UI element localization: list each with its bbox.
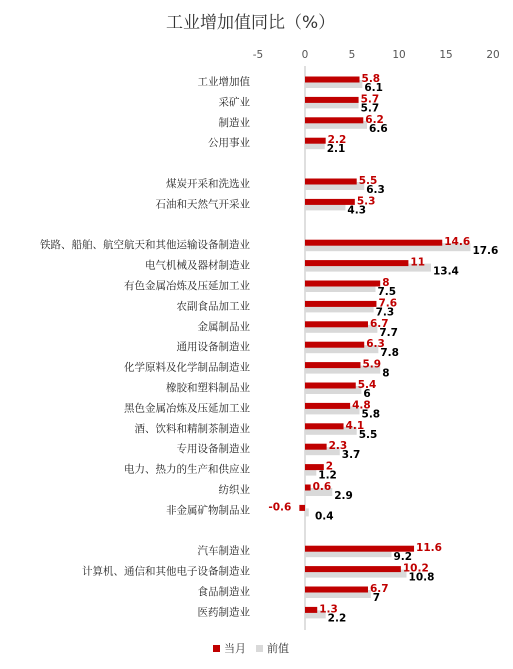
value-label-previous-6: 17.6 xyxy=(472,245,499,258)
bar-current-0 xyxy=(305,77,360,83)
value-label-previous-2: 6.6 xyxy=(369,122,388,135)
value-label-previous-0: 6.1 xyxy=(364,82,383,94)
category-label-9: 农副食品加工业 xyxy=(176,300,250,313)
bar-current-10 xyxy=(305,321,368,327)
value-label-current-13: 5.4 xyxy=(357,379,377,391)
value-label-current-10: 6.7 xyxy=(369,317,389,330)
value-label-current-1: 5.7 xyxy=(360,93,380,106)
value-label-previous-23: 2.2 xyxy=(327,612,347,625)
value-label-current-7: 11 xyxy=(410,256,426,269)
value-label-previous-9: 7.3 xyxy=(375,306,395,319)
value-label-previous-1: 5.7 xyxy=(360,102,380,115)
value-label-current-5: 5.3 xyxy=(356,195,376,208)
value-label-current-20: 11.6 xyxy=(416,542,442,555)
category-label-19: 非金属矿物制品业 xyxy=(166,504,250,517)
bar-current-14 xyxy=(305,403,350,409)
value-label-previous-17: 1.2 xyxy=(318,469,337,482)
category-label-8: 有色金属冶炼及压延加工业 xyxy=(124,280,250,292)
bar-current-23 xyxy=(305,607,317,613)
x-tick-label-4: 15 xyxy=(439,49,453,61)
legend-label-current: 当月 xyxy=(224,642,246,655)
category-label-10: 金属制品业 xyxy=(197,320,250,333)
category-label-20: 汽车制造业 xyxy=(197,545,250,558)
category-label-11: 通用设备制造业 xyxy=(176,341,250,354)
value-label-current-6: 14.6 xyxy=(444,236,471,249)
bar-current-6 xyxy=(305,240,442,246)
bar-current-8 xyxy=(305,281,380,287)
category-label-3: 公用事业 xyxy=(208,137,250,150)
legend-swatch-current xyxy=(213,645,220,652)
category-label-4: 煤炭开采和洗选业 xyxy=(166,178,250,190)
bar-current-2 xyxy=(305,117,363,123)
bar-previous-19 xyxy=(305,508,309,516)
category-label-2: 制造业 xyxy=(218,116,250,129)
value-label-previous-7: 13.4 xyxy=(432,265,459,278)
bar-current-18 xyxy=(305,485,311,491)
value-label-current-0: 5.8 xyxy=(361,73,381,85)
bar-current-4 xyxy=(305,179,357,185)
value-label-current-21: 10.2 xyxy=(402,562,429,575)
value-label-current-4: 5.5 xyxy=(358,175,378,187)
value-label-current-9: 7.6 xyxy=(378,297,398,310)
bar-current-9 xyxy=(305,301,376,307)
bar-current-3 xyxy=(305,138,326,144)
category-label-12: 化学原料及化学制品制造业 xyxy=(124,361,250,374)
value-label-previous-20: 9.2 xyxy=(393,551,413,564)
value-label-previous-8: 7.5 xyxy=(377,286,397,298)
value-label-current-12: 5.9 xyxy=(362,358,382,371)
value-label-previous-15: 5.5 xyxy=(358,428,378,441)
category-label-0: 工业增加值 xyxy=(197,76,250,88)
value-label-previous-16: 3.7 xyxy=(341,449,361,462)
value-label-previous-22: 7 xyxy=(372,592,381,604)
chart-title: 工业增加值同比（%） xyxy=(166,13,336,33)
category-label-16: 专用设备制造业 xyxy=(176,443,250,456)
x-tick-label-3: 10 xyxy=(392,49,406,61)
category-label-7: 电气机械及器材制造业 xyxy=(145,259,250,272)
value-label-previous-10: 7.7 xyxy=(379,326,398,339)
category-label-1: 采矿业 xyxy=(218,96,250,109)
value-label-current-2: 6.2 xyxy=(365,113,384,126)
category-label-15: 酒、饮料和精制茶制造业 xyxy=(134,422,250,435)
category-label-14: 黑色金属冶炼及压延加工业 xyxy=(124,402,250,415)
bar-current-19 xyxy=(299,505,305,511)
legend xyxy=(213,640,289,656)
bar-current-11 xyxy=(305,342,364,348)
value-label-previous-5: 4.3 xyxy=(347,204,367,217)
legend-swatch-previous xyxy=(256,645,263,652)
value-label-previous-3: 2.1 xyxy=(326,143,346,156)
value-label-current-16: 2.3 xyxy=(328,440,348,453)
bar-current-21 xyxy=(305,566,401,572)
category-label-17: 电力、热力的生产和供应业 xyxy=(124,463,250,476)
x-tick-label-5: 20 xyxy=(486,49,500,61)
legend-label-previous: 前值 xyxy=(267,642,289,655)
value-label-current-8: 8 xyxy=(382,277,390,289)
value-label-current-14: 4.8 xyxy=(352,399,371,412)
value-label-previous-13: 6 xyxy=(363,388,371,400)
value-label-current-19: -0.6 xyxy=(268,501,292,514)
value-label-current-23: 1.3 xyxy=(319,603,338,616)
value-label-previous-21: 10.8 xyxy=(408,571,435,584)
value-label-current-11: 6.3 xyxy=(366,338,385,351)
value-label-previous-4: 6.3 xyxy=(366,184,385,196)
category-label-13: 橡胶和塑料制品业 xyxy=(166,382,250,394)
bar-current-16 xyxy=(305,444,327,450)
category-label-21: 计算机、通信和其他电子设备制造业 xyxy=(82,565,250,578)
x-tick-label-1: 0 xyxy=(301,49,309,61)
bar-current-12 xyxy=(305,362,360,368)
value-label-current-22: 6.7 xyxy=(369,583,389,595)
category-label-6: 铁路、船舶、航空航天和其他运输设备制造业 xyxy=(40,239,250,252)
bar-current-13 xyxy=(305,383,356,389)
x-tick-label-0: -5 xyxy=(252,49,264,61)
bar-current-22 xyxy=(305,587,368,593)
category-label-5: 石油和天然气开采业 xyxy=(155,198,250,211)
value-label-previous-14: 5.8 xyxy=(361,408,381,421)
bar-current-1 xyxy=(305,97,359,103)
bar-current-15 xyxy=(305,423,344,429)
value-label-current-17: 2 xyxy=(325,460,334,473)
value-label-previous-19: 0.4 xyxy=(315,510,334,523)
value-label-current-18: 0.6 xyxy=(312,481,332,493)
value-label-previous-11: 7.8 xyxy=(380,347,399,360)
bar-current-7 xyxy=(305,260,408,266)
category-label-23: 医药制造业 xyxy=(197,606,250,619)
category-label-18: 纺织业 xyxy=(218,484,250,496)
value-label-previous-18: 2.9 xyxy=(334,490,353,502)
value-label-previous-12: 8 xyxy=(382,367,390,380)
value-label-current-15: 4.1 xyxy=(345,419,365,432)
category-label-22: 食品制造业 xyxy=(197,586,250,598)
x-tick-label-2: 5 xyxy=(348,49,356,61)
value-label-current-3: 2.2 xyxy=(327,134,347,147)
